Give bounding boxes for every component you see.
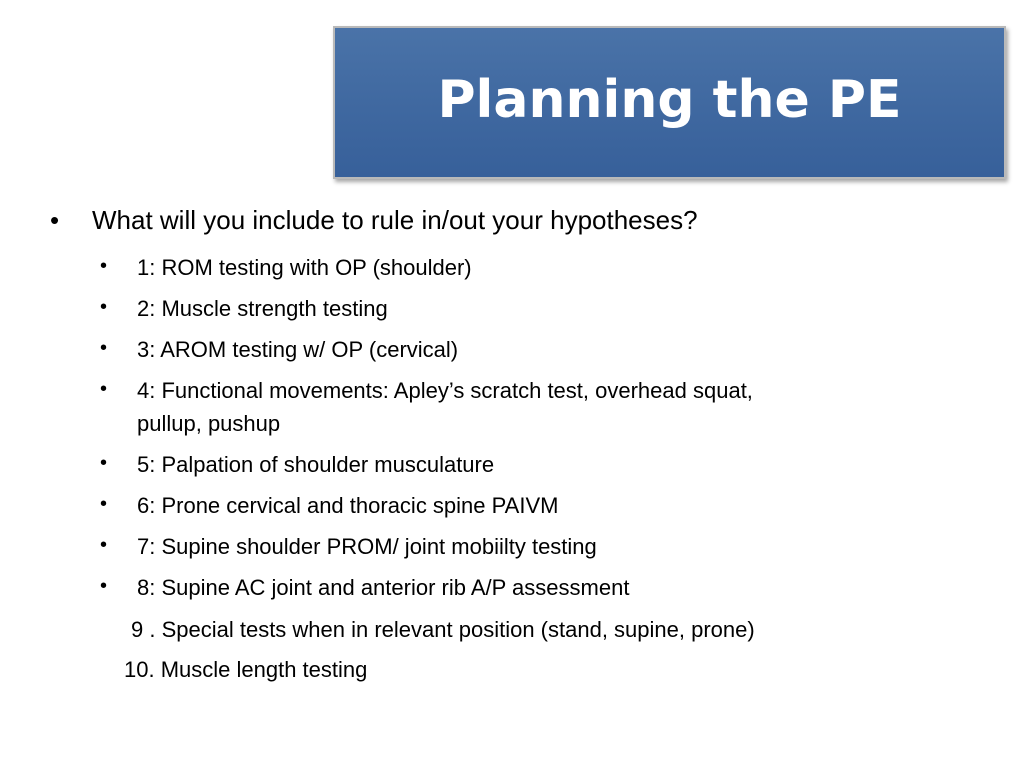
- sub-bullet-text-continued: pullup, pushup: [137, 411, 281, 436]
- sub-bullet-marker: •: [100, 452, 108, 474]
- sub-bullet-text: 8: Supine AC joint and anterior rib A/P assessment: [137, 575, 630, 600]
- sub-bullet-marker: •: [100, 534, 108, 556]
- numbered-line-9: 9 . Special tests when in relevant position (stand, supine, prone): [131, 617, 755, 642]
- sub-bullet-text: 3: AROM testing w/ OP (cervical): [137, 337, 459, 362]
- sub-bullet-text: 7: Supine shoulder PROM/ joint mobiilty testing: [137, 534, 597, 559]
- numbered-line-10: 10. Muscle length testing: [124, 657, 368, 682]
- sub-bullet-marker: •: [100, 255, 108, 277]
- sub-bullet-text: 1: ROM testing with OP (shoulder): [137, 255, 472, 280]
- sub-bullet-marker: •: [100, 493, 108, 515]
- slide-title: Planning the PE: [437, 69, 902, 130]
- main-bullet-text: What will you include to rule in/out your hypotheses?: [92, 205, 698, 235]
- sub-bullet-text: 2: Muscle strength testing: [137, 296, 388, 321]
- sub-bullet-text: 6: Prone cervical and thoracic spine PAIVM: [137, 493, 559, 518]
- sub-bullet-marker: •: [100, 378, 108, 400]
- main-bullet-marker: •: [50, 205, 60, 235]
- sub-bullet-text: 4: Functional movements: Apley’s scratch test, overhead squat,: [137, 378, 753, 403]
- sub-bullet-text: 5: Palpation of shoulder musculature: [137, 452, 495, 477]
- sub-bullet-marker: •: [100, 575, 108, 597]
- sub-bullet-marker: •: [100, 337, 108, 359]
- sub-bullet-marker: •: [100, 296, 108, 318]
